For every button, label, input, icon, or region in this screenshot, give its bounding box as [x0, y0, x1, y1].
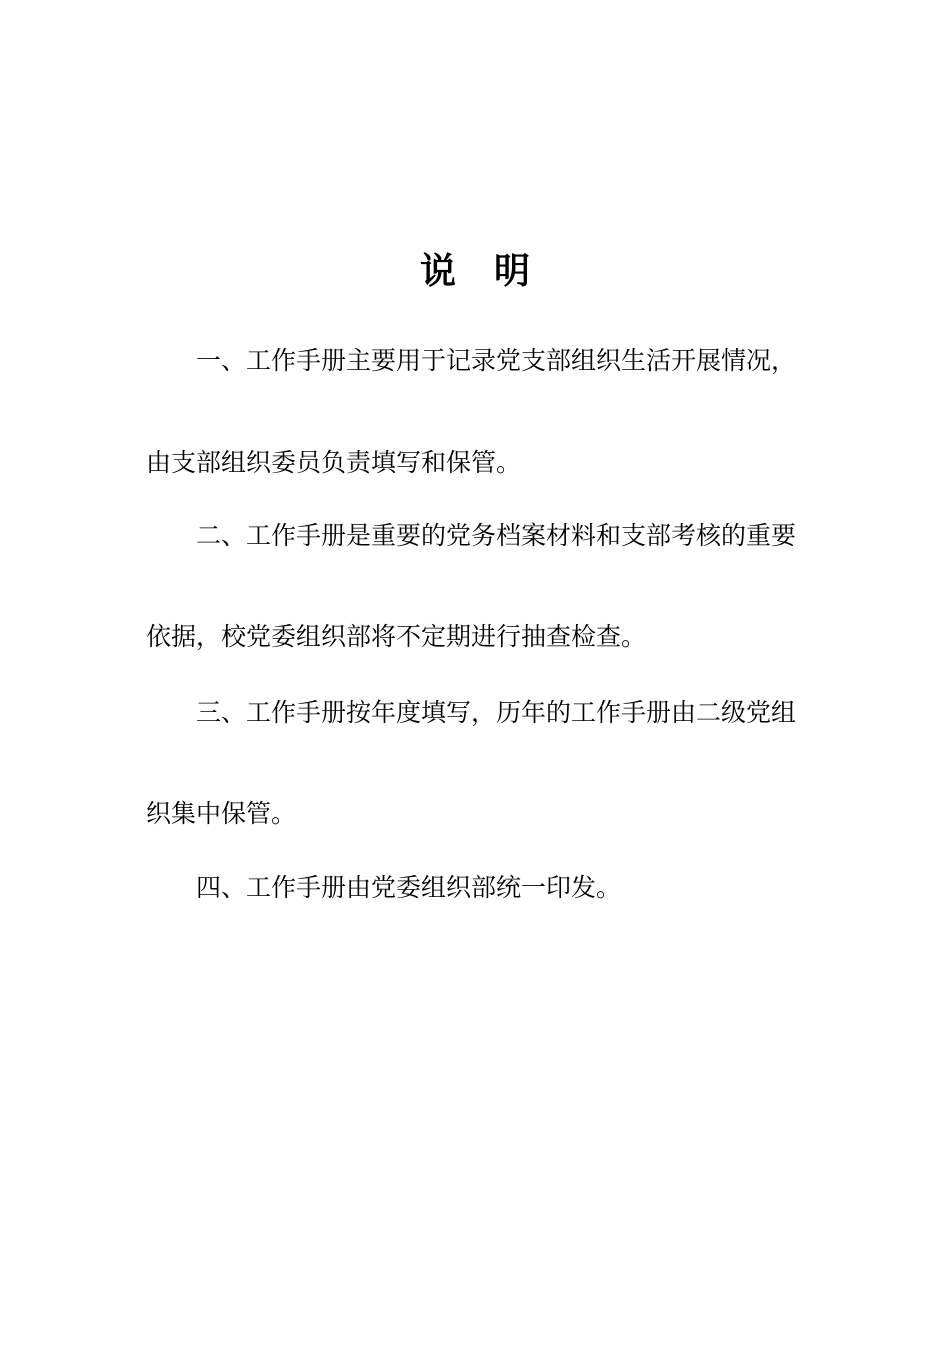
- paragraph-2-line-1: 二、工作手册是重要的党务档案材料和支部考核的重要: [196, 521, 797, 550]
- paragraph-3-line-2: 织集中保管。: [146, 799, 297, 828]
- paragraph-1-line-1: 一、工作手册主要用于记录党支部组织生活开展情况，: [196, 346, 797, 375]
- paragraph-2-line-2: 依据，校党委组织部将不定期进行抽查检查。: [146, 622, 647, 651]
- paragraph-3-line-1: 三、工作手册按年度填写，历年的工作手册由二级党组: [196, 698, 797, 727]
- paragraph-1-line-2: 由支部组织委员负责填写和保管。: [146, 448, 522, 477]
- page-title: 说明: [419, 250, 568, 292]
- paragraph-4-line-1: 四、工作手册由党委组织部统一印发。: [196, 873, 622, 902]
